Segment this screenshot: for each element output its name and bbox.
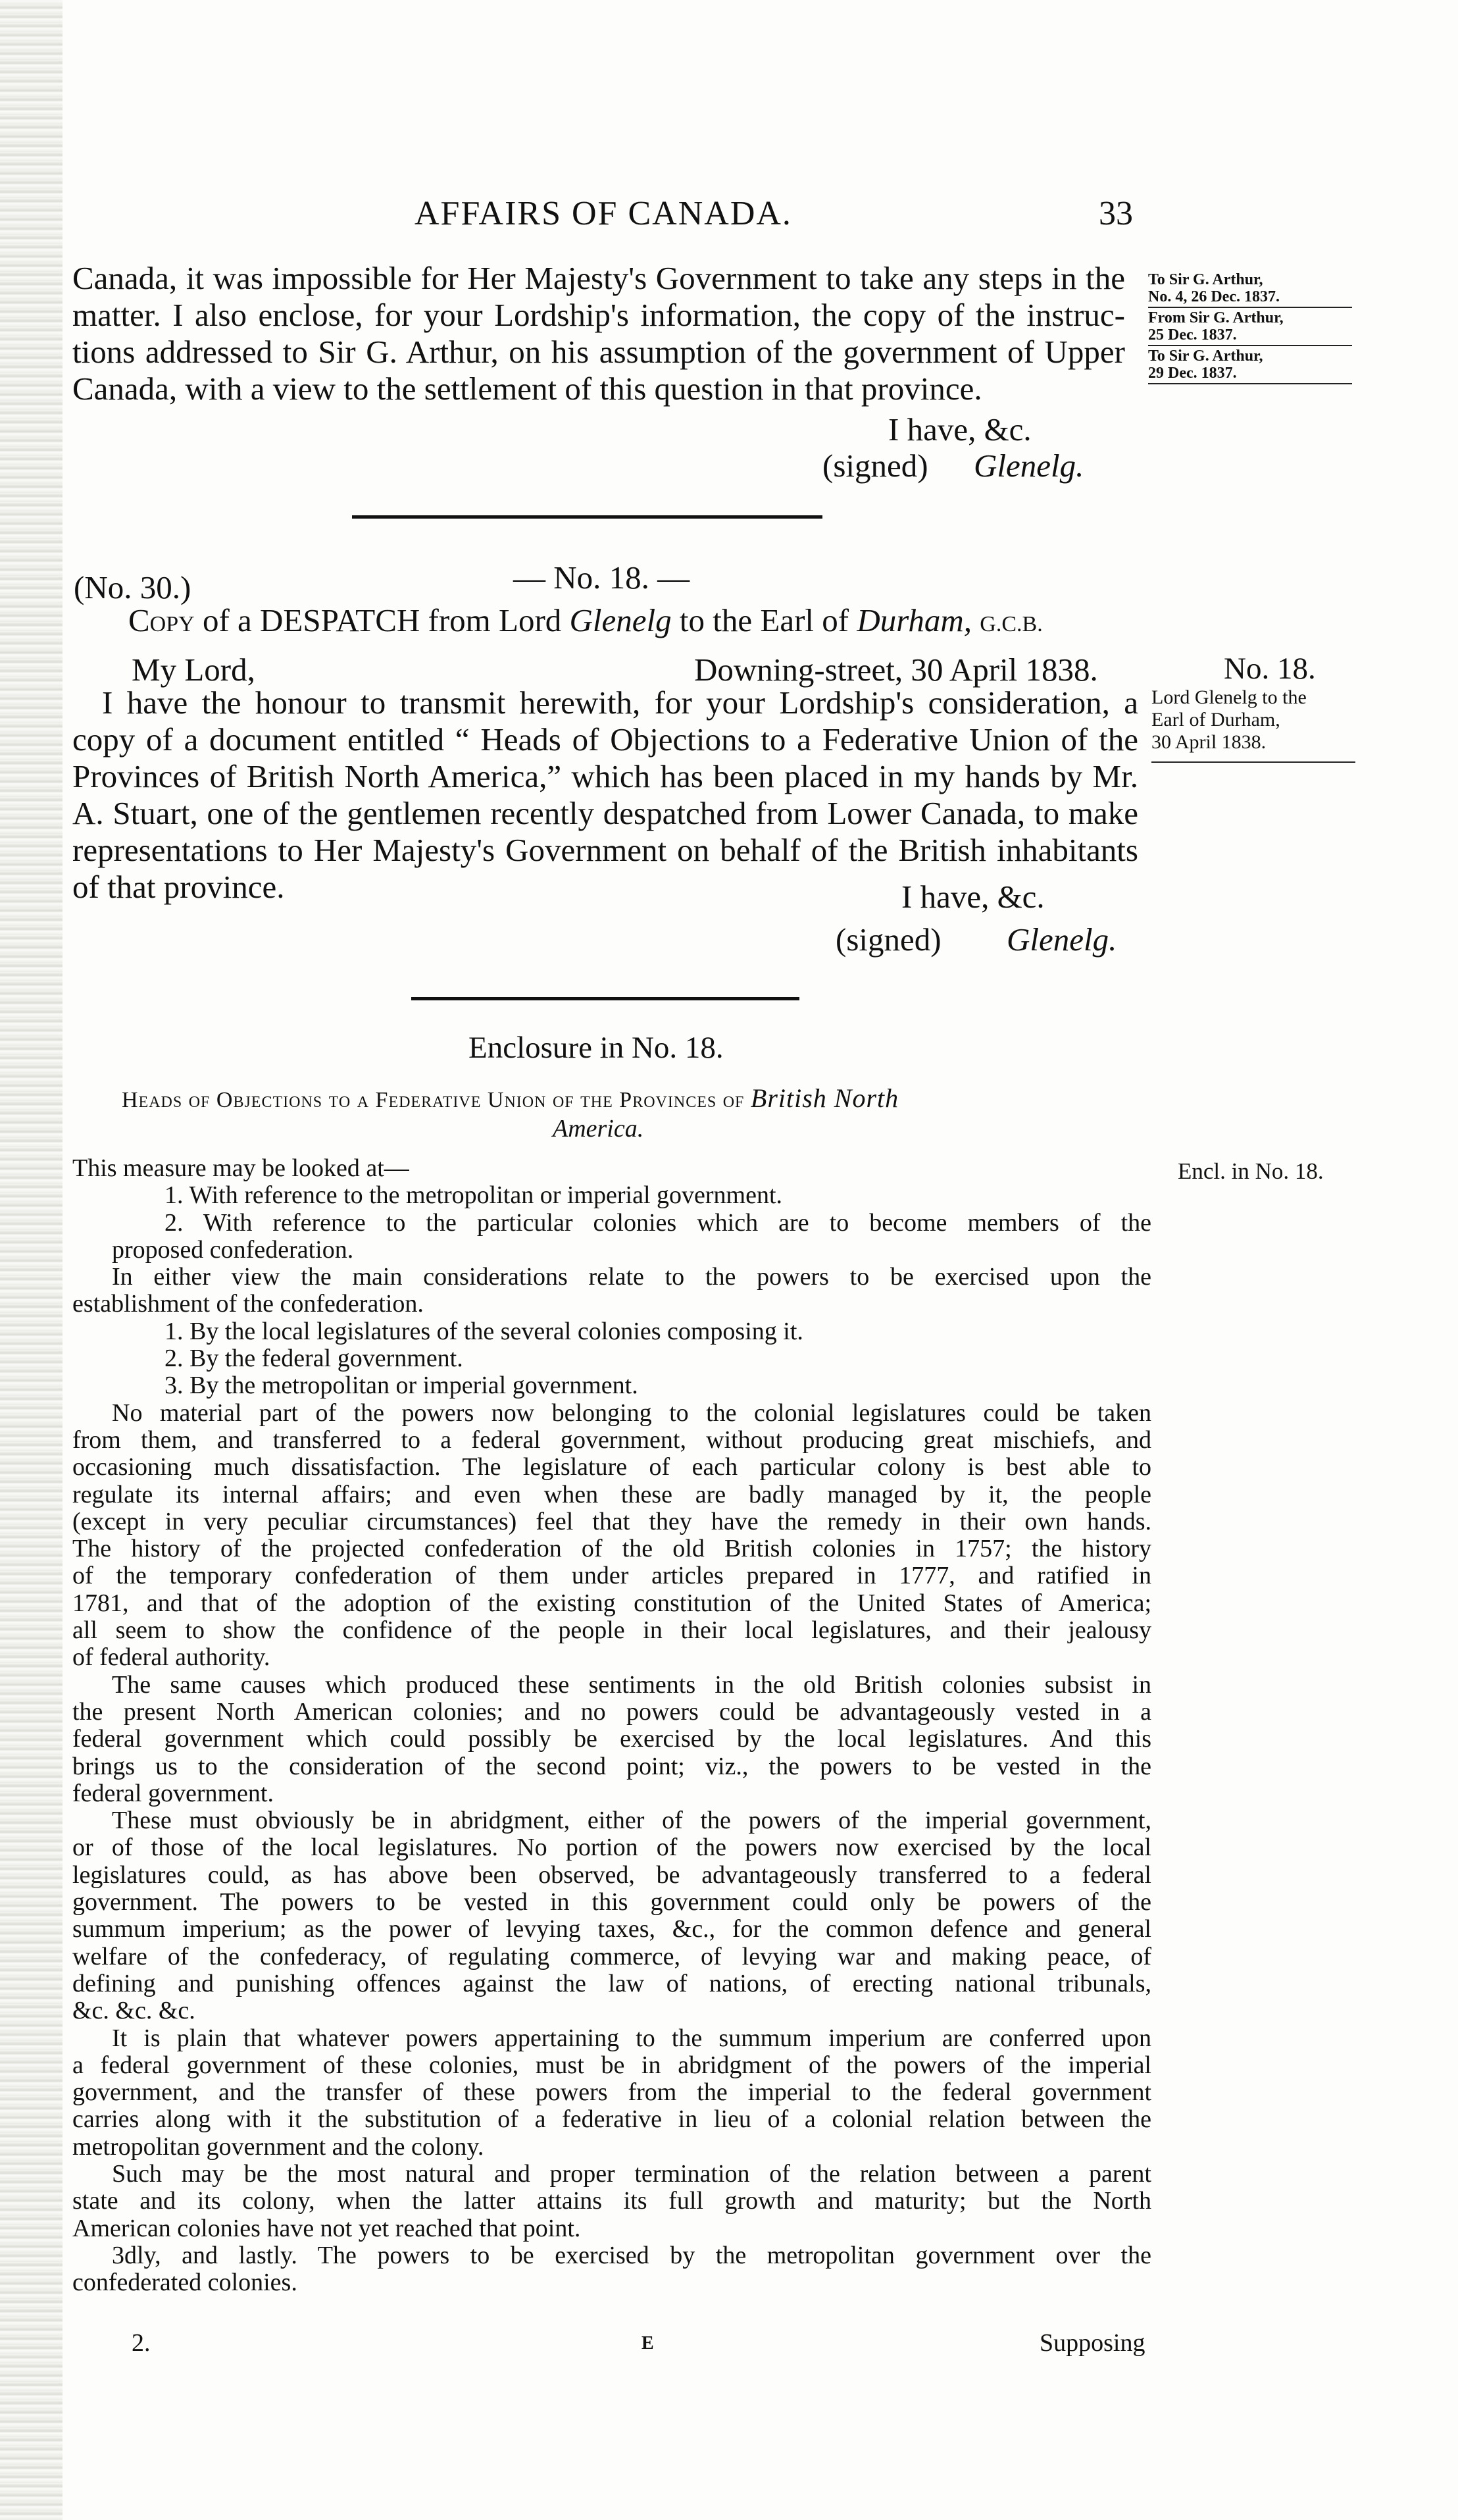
text-line: federal government. — [72, 1779, 274, 1807]
text-line: These must obviously be in abridgment, either of the powers of the imperial government, — [112, 1807, 1151, 1835]
margin-note: 30 April 1838. — [1151, 731, 1267, 753]
text-line: carries along with it the substitution of a federative in lieu of a colonial relation between the — [72, 2105, 1151, 2134]
despatch-ref: (No. 30.) — [74, 569, 191, 605]
text-line: I have the honour to transmit herewith, for your Lordship's consideration, a — [102, 684, 1138, 721]
heading-durham: Durham, — [857, 602, 972, 638]
enclosure-title: Enclosure in No. 18. — [468, 1031, 724, 1065]
text-line: (except in very peculiar circumstances) feel that they have the remedy in their own hands. — [72, 1507, 1151, 1535]
page-binding-edge — [0, 0, 63, 2520]
despatch-address-date: Downing-street, 30 April 1838. — [694, 652, 1098, 688]
intro-margin-notes — [1148, 271, 1352, 386]
text-line: American colonies have not yet reached that point. — [72, 2214, 581, 2242]
margin-note: To Sir G. Arthur, — [1148, 347, 1263, 365]
despatch-body — [72, 684, 1138, 906]
enclosure-heads-title — [122, 1083, 899, 1114]
margin-note: Lord Glenelg to the — [1151, 686, 1307, 708]
text-line: summum imperium; as the power of levying taxes, &c., for the common defence and general — [72, 1915, 1151, 1943]
text-line: regulate its internal affairs; and even when these are badly managed by it, the people — [72, 1480, 1151, 1508]
text-line: occasioning much dissatisfaction. The legislature of each particular colony is best able to — [72, 1453, 1151, 1481]
text-line: brings us to the consideration of the second point; viz., the powers to be vested in the — [72, 1752, 1151, 1780]
text-line: representations to Her Majesty's Government on behalf of the British inhabitants — [72, 832, 1138, 868]
text-line: &c. &c. &c. — [72, 1997, 195, 2025]
catchword: Supposing — [1040, 2329, 1145, 2357]
heads-place: British North — [750, 1083, 899, 1113]
running-head: AFFAIRS OF CANADA. — [415, 195, 792, 232]
margin-rule — [1148, 383, 1352, 384]
margin-rule — [1151, 761, 1355, 763]
despatch-signature: Glenelg. — [1007, 921, 1117, 958]
text-line: proposed confederation. — [112, 1235, 354, 1264]
text-line: Such may be the most natural and proper termination of the relation between a parent — [112, 2159, 1151, 2188]
text-line: 2. With reference to the particular colonies which are to become members of the — [164, 1208, 1151, 1237]
margin-note: 25 Dec. 1837. — [1148, 326, 1237, 344]
text-line: metropolitan government and the colony. — [72, 2132, 484, 2161]
text-line: 1781, and that of the adoption of the existing constitution of the United States of America; — [72, 1589, 1151, 1617]
text-line: The same causes which produced these sentiments in the old British colonies subsist in — [112, 1670, 1151, 1699]
margin-note: 29 Dec. 1837. — [1148, 365, 1237, 382]
text-line: This measure may be looked at— — [72, 1154, 409, 1182]
margin-note: Earl of Durham, — [1151, 709, 1280, 731]
text-line: copy of a document entitled “ Heads of Objections to a Federative Union of the — [72, 721, 1138, 758]
text-line: It is plain that whatever powers appertaining to the summum imperium are conferred upon — [112, 2024, 1151, 2052]
margin-number: No. 18. — [1224, 652, 1316, 686]
intro-signature: Glenelg. — [974, 448, 1084, 484]
text-line: No material part of the powers now belonging to the colonial legislatures could be taken — [112, 1399, 1151, 1427]
text-line: defining and punishing offences against the law of nations, of erecting national tribunals, — [72, 1969, 1151, 1997]
text-line: establishment of the confederation. — [72, 1290, 424, 1318]
despatch-number: — No. 18. — — [513, 559, 690, 596]
enclosure-heads-title-end: America. — [553, 1115, 644, 1143]
text-line: The history of the projected confederation of the old British colonies in 1757; the history — [72, 1535, 1151, 1563]
intro-signed-label: (signed) — [822, 448, 928, 484]
text-line: matter. I also enclose, for your Lordship's information, the copy of the instruc- — [72, 297, 1125, 333]
margin-note: No. 4, 26 Dec. 1837. — [1148, 288, 1280, 305]
text-line: state and its colony, when the latter attains its full growth and maturity; but the North — [72, 2187, 1151, 2215]
text-line: 3dly, and lastly. The powers to be exercised by the metropolitan government over the — [112, 2241, 1151, 2269]
page-number: 33 — [1099, 195, 1133, 232]
text-line: welfare of the confederacy, of regulating commerce, of levying war and making peace, of — [72, 1942, 1151, 1970]
section-divider — [411, 997, 799, 1000]
despatch-signed-label: (signed) — [836, 921, 942, 958]
text-line: of that province. — [72, 869, 285, 905]
enclosure-body — [72, 1155, 1151, 2296]
enclosure-margin-note: Encl. in No. 18. — [1178, 1158, 1324, 1184]
text-line: government, and the transfer of these powers from the imperial to the federal government — [72, 2078, 1151, 2107]
text-line: legislatures could, as has above been observed, be advantageously transferred to a federal — [72, 1861, 1151, 1889]
margin-rule — [1148, 307, 1352, 308]
text-line: In either view the main considerations relate to the powers to be exercised upon the — [112, 1263, 1151, 1291]
despatch-heading — [128, 602, 1043, 643]
text-line: A. Stuart, one of the gentlemen recently despatched from Lower Canada, to make — [72, 795, 1138, 831]
margin-note: From Sir G. Arthur, — [1148, 309, 1284, 326]
heading-gcb: G.C.B. — [980, 612, 1043, 636]
intro-closing: I have, &c. — [888, 411, 1032, 448]
heading-text: of a DESPATCH from Lord — [202, 602, 562, 638]
text-line: a federal government of these colonies, must be in abridgment of the powers of the imperial — [72, 2051, 1151, 2079]
despatch-margin-notes — [1151, 652, 1355, 763]
heading-to: to the Earl of — [679, 602, 849, 638]
despatch-salutation: My Lord, — [132, 652, 255, 688]
text-line: tions addressed to Sir G. Arthur, on his assumption of the government of Upper — [72, 334, 1125, 370]
despatch-closing: I have, &c. — [901, 879, 1045, 915]
text-line: Canada, it was impossible for Her Majesty's Government to take any steps in the — [72, 260, 1125, 296]
margin-rule — [1148, 345, 1352, 346]
text-line: Provinces of British North America,” which has been placed in my hands by Mr. — [72, 758, 1138, 794]
margin-note: To Sir G. Arthur, — [1148, 271, 1263, 288]
text-line: government. The powers to be vested in this government could only be powers of the — [72, 1888, 1151, 1916]
text-line: or of those of the local legislatures. No portion of the powers now exercised by the local — [72, 1834, 1151, 1862]
text-line: Canada, with a view to the settlement of this question in that province. — [72, 371, 982, 407]
text-line: 1. By the local legislatures of the several colonies composing it. — [164, 1317, 803, 1345]
heading-glenelg: Glenelg — [569, 602, 672, 638]
text-line: 3. By the metropolitan or imperial government. — [164, 1372, 638, 1400]
text-line: 1. With reference to the metropolitan or imperial government. — [164, 1181, 782, 1210]
text-line: confederated colonies. — [72, 2269, 297, 2297]
text-line: 2. By the federal government. — [164, 1345, 463, 1373]
intro-paragraph — [72, 260, 1125, 407]
signature-mark: E — [641, 2333, 654, 2353]
text-line: the present North American colonies; and no powers could be advantageously vested in a — [72, 1697, 1151, 1726]
section-divider — [352, 515, 822, 519]
heading-copy: Copy — [128, 602, 195, 638]
text-line: of the temporary confederation of them under articles prepared in 1777, and ratified in — [72, 1562, 1151, 1590]
text-line: of federal authority. — [72, 1643, 270, 1672]
text-line: all seem to show the confidence of the people in their local legislatures, and their jealousy — [72, 1616, 1151, 1645]
text-line: from them, and transferred to a federal government, without producing great mischiefs, and — [72, 1426, 1151, 1454]
sheet-number: 2. — [132, 2329, 151, 2357]
heads-text: Heads of Objections to a Federative Union of the Provinces of — [122, 1088, 745, 1112]
text-line: federal government which could possibly be exercised by the local legislatures. And this — [72, 1725, 1151, 1753]
